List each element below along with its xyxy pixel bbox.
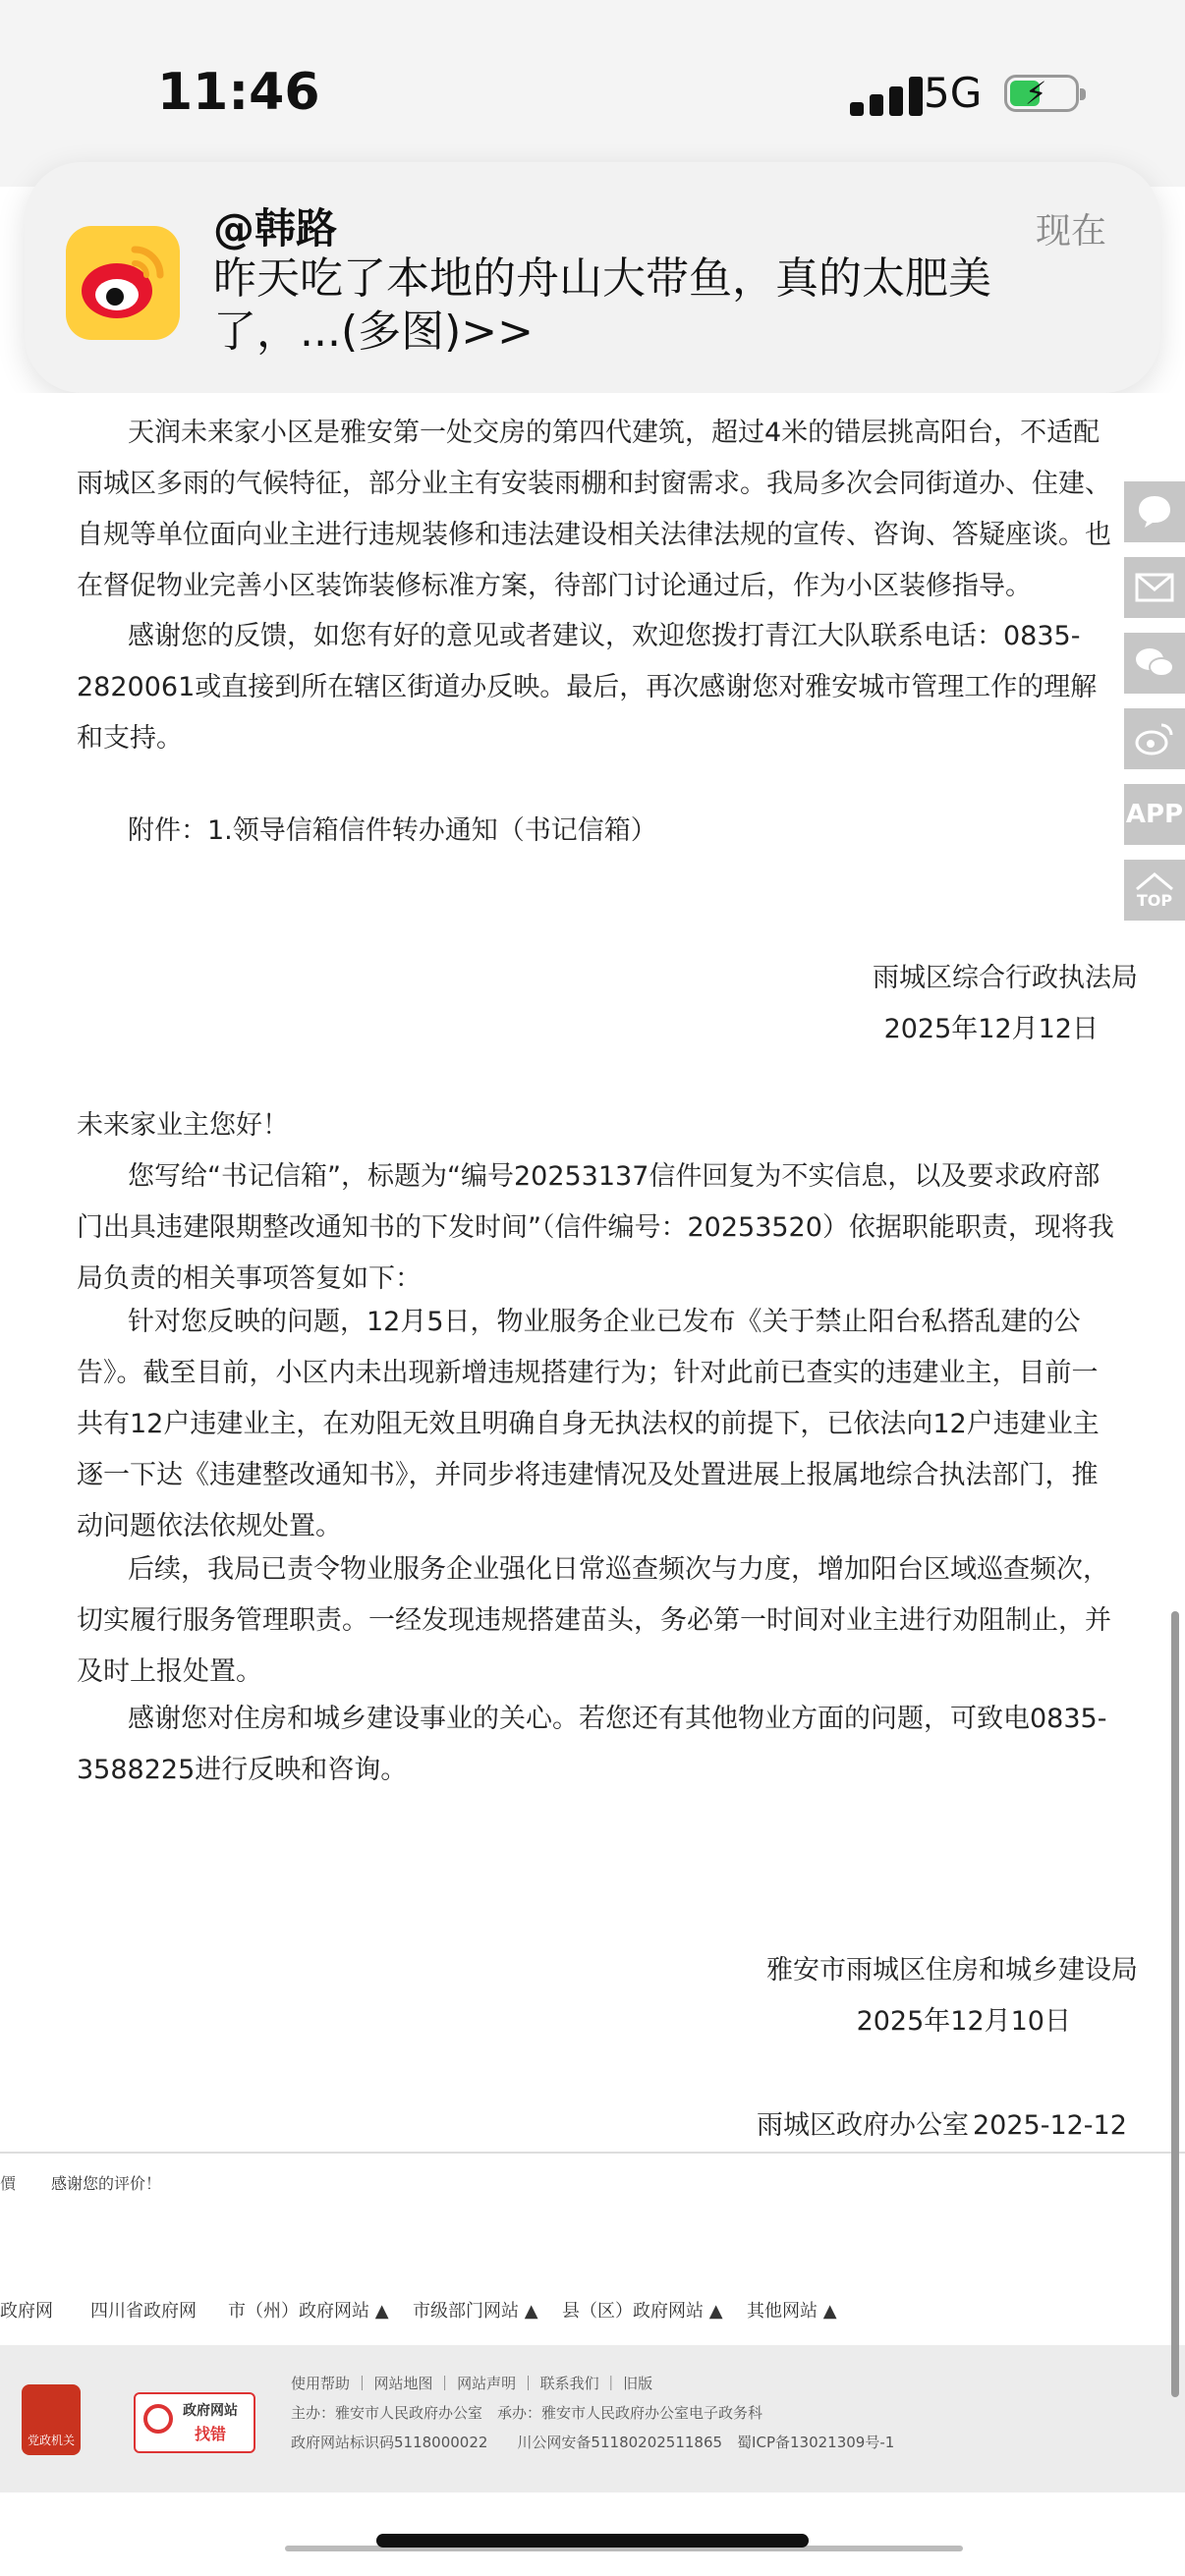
- evaluation-text: 感谢您的评价！: [51, 2174, 162, 2193]
- magnifier-icon: [143, 2404, 173, 2434]
- reply1-para1: 天润未来家小区是雅安第一处交房的第四代建筑，超过4米的错层挑高阳台，不适配雨城区多雨的气候特征，部分业主有安装雨棚和封窗需求。我局多次会同街道办、住建、自规等单位面向业主进行违规装修和违法建设相关法律法规的宣传、咨询、答疑座谈。也在督促物业完善小区装饰装修标准方案，待部门讨论通过后，作为小区装修指导。: [77, 418, 1111, 601]
- status-time: 11:46: [157, 63, 320, 122]
- attachment-text: 附件：1.领导信箱信件转办通知（书记信箱）: [128, 815, 657, 846]
- scrollbar[interactable]: [1171, 1611, 1179, 2397]
- link-county-dropdown[interactable]: 县（区）政府网站 ▲: [562, 2301, 723, 2322]
- home-indicator[interactable]: [376, 2534, 809, 2548]
- reply1-para2: 感谢您的反馈，如您有好的意见或者建议，欢迎您拨打青江大队联系电话：0835-2820061或直接到所在辖区街道办反映。最后，再次感谢您对雅安城市管理工作的理解和支持。: [77, 621, 1098, 754]
- battery-icon: ⚡: [1004, 75, 1079, 112]
- meta-datetime: 2025-12-12: [973, 2110, 1127, 2141]
- reply2-para4: 感谢您对住房和城乡建设事业的关心。若您还有其他物业方面的问题，可致电0835-3588225进行反映和咨询。: [77, 1704, 1107, 1785]
- link-city-dropdown[interactable]: 市（州）政府网站 ▲: [228, 2301, 389, 2322]
- notification-message: 昨天吃了本地的舟山大带鱼，真的太肥美了，...(多图)>>: [213, 253, 991, 357]
- letter-content: [0, 393, 1185, 2152]
- spacer: [0, 2212, 1185, 2273]
- floating-sidebar: [1124, 481, 1185, 935]
- link-gov[interactable]: 政府网: [0, 2301, 53, 2322]
- weibo-icon: [66, 226, 180, 340]
- weibo-share-icon[interactable]: [1124, 708, 1185, 769]
- link-dept-dropdown[interactable]: 市级部门网站 ▲: [413, 2301, 538, 2322]
- wechat-icon[interactable]: [1124, 633, 1185, 694]
- notification-sender: @韩路: [213, 204, 338, 252]
- reply1-date: 2025年12月12日: [883, 1014, 1099, 1044]
- reply2-greeting: 未来家业主您好！: [77, 1110, 289, 1141]
- meta-office: 雨城区政府办公室: [757, 2110, 969, 2141]
- back-to-top-button[interactable]: [1124, 860, 1185, 921]
- evaluation-row: [0, 2152, 1185, 2214]
- party-gov-badge[interactable]: 党政机关: [22, 2384, 81, 2455]
- reply2-para2: 针对您反映的问题，12月5日，物业服务企业已发布《关于禁止阳台私搭乱建的公告》。截至目前，小区内未出现新增违规搭建行为；针对此前已查实的违建业主，目前一共有12户违建业主，在劝阻无效且明确自身无执法权的前提下，已依法向12户违建业主逐一下达《违建整改通知书》，并同步将违建情况及处置进展上报属地综合执法部门，推动问题依法依规处置。: [77, 1307, 1100, 1541]
- report-error-sub: 找错: [195, 2425, 227, 2443]
- footer-nav[interactable]: 使用帮助 ｜ 网站地图 ｜ 网站声明 ｜ 联系我们 ｜ 旧版: [291, 2375, 653, 2392]
- footer-sponsor: 主办：雅安市人民政府办公室 承办：雅安市人民政府办公室电子政务科: [291, 2404, 763, 2422]
- site-footer: [0, 2345, 1185, 2492]
- link-sichuan[interactable]: 四川省政府网: [90, 2301, 197, 2322]
- report-error-button[interactable]: [134, 2392, 255, 2453]
- footer-ids: 政府网站标识码5118000022 川公网安备51180202511865 蜀ICP备13021309号-1: [291, 2434, 895, 2451]
- notification-banner[interactable]: [25, 162, 1160, 393]
- link-other-dropdown[interactable]: 其他网站 ▲: [747, 2301, 837, 2322]
- status-bar: [0, 0, 1185, 187]
- related-links: [0, 2271, 1185, 2345]
- report-error-label: 政府网站: [183, 2403, 238, 2419]
- back-to-top-label: TOP: [1136, 890, 1173, 910]
- reply1-signer: 雨城区综合行政执法局: [873, 963, 1138, 993]
- evaluation-left-mark: 價: [0, 2174, 17, 2193]
- reply2-para3: 后续，我局已责令物业服务企业强化日常巡查频次与力度，增加阳台区域巡查频次，切实履行服务管理职责。一经发现违规搭建苗头，务必第一时间对业主进行劝阻制止，并及时上报处置。: [77, 1554, 1111, 1687]
- mail-icon[interactable]: [1124, 557, 1185, 618]
- network-type: 5G: [924, 69, 983, 117]
- chat-bubble-icon[interactable]: [1124, 481, 1185, 542]
- home-indicator-area: [0, 2492, 1185, 2576]
- reply2-signer: 雅安市雨城区住房和城乡建设局: [766, 1955, 1138, 1986]
- notification-time: 现在: [1035, 211, 1106, 252]
- app-download-button[interactable]: APP: [1124, 784, 1185, 845]
- reply2-date: 2025年12月10日: [856, 2006, 1071, 2037]
- reply2-para1: 您写给“书记信箱”，标题为“编号20253137信件回复为不实信息，以及要求政府部门出具违建限期整改通知书的下发时间”（信件编号：20253520）依据职能职责，现将我局负责的相关事项答复如下：: [77, 1161, 1114, 1294]
- signal-icon: [850, 77, 927, 116]
